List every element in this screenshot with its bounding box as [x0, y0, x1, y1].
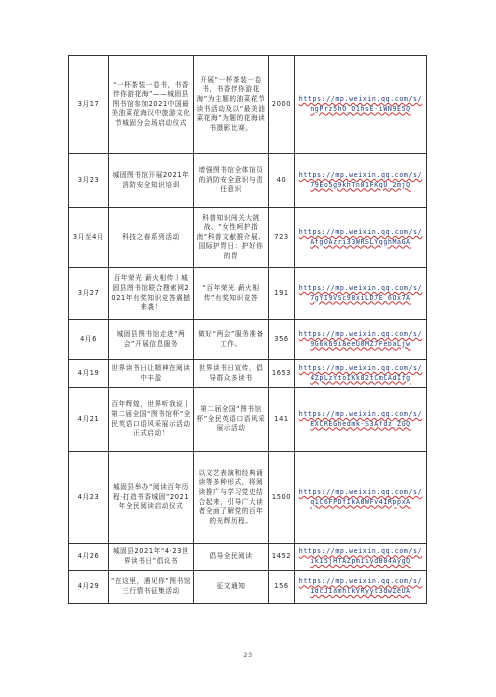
page-number: 23	[243, 651, 253, 659]
content-cell: 倡导全民阅读	[194, 544, 269, 571]
content-cell: 第二届全国“图书馆杯”全民英语口语风采展示活动	[194, 388, 269, 452]
date-cell: 4月6	[69, 320, 109, 360]
url-link[interactable]: https://mp.weixin.qq.com/s/79Eo5g9khTn01FKqU_2mjQ	[298, 170, 423, 189]
url-cell[interactable]	[295, 544, 427, 571]
table-row	[69, 154, 427, 208]
url-cell[interactable]	[295, 388, 427, 452]
date-cell: 3月27	[69, 268, 109, 320]
url-link[interactable]: https://mp.weixin.qq.com/s/9G6k69i8eeU8MZ7FebaLjw	[298, 329, 423, 348]
url-cell[interactable]	[295, 56, 427, 154]
url-link[interactable]: https://mp.weixin.qq.com/s/ik15jHTAZpmiiydB04AygQ	[298, 547, 423, 565]
table-row	[69, 452, 427, 544]
url-cell[interactable]	[295, 360, 427, 388]
url-link[interactable]: https://mp.weixin.qq.com/s/1dcJIamhlkVRyyt3dwZeUA	[298, 577, 423, 595]
url-link[interactable]: https://mp.weixin.qq.com/s/7gYI9VSc98xiLD7E_6Ox7A	[298, 283, 423, 302]
activity-cell: “在这里，遇见你”图书馆三行情书征集活动	[109, 571, 194, 604]
count-cell: 1500	[269, 452, 295, 544]
activity-cell: 世界读书日让精神在阅读中丰盈	[109, 360, 194, 388]
count-cell: 1653	[269, 360, 295, 388]
url-cell[interactable]	[295, 452, 427, 544]
table-row	[69, 56, 427, 154]
content-cell: 以文艺表演和经典诵读等多种形式，将阅读推广与学习党史结合起来，引导广大读者全面了解党的百年的光辉历程。	[194, 452, 269, 544]
activity-table	[68, 55, 427, 604]
table-row	[69, 268, 427, 320]
date-cell: 4月23	[69, 452, 109, 544]
url-cell[interactable]	[295, 208, 427, 268]
table-row	[69, 320, 427, 360]
content-cell: 做好“两会”服务准备工作。	[194, 320, 269, 360]
date-cell: 3月至4月	[69, 208, 109, 268]
count-cell: 156	[269, 571, 295, 604]
date-cell: 4月19	[69, 360, 109, 388]
count-cell: 1452	[269, 544, 295, 571]
activity-cell: 科技之春系列活动	[109, 208, 194, 268]
table-row	[69, 208, 427, 268]
count-cell: 723	[269, 208, 295, 268]
date-cell: 3月23	[69, 154, 109, 208]
date-cell: 4月21	[69, 388, 109, 452]
url-link[interactable]: https://mp.weixin.qq.com/s/AfgOAzri33WRSLYqghMaGA	[298, 227, 423, 246]
count-cell: 191	[269, 268, 295, 320]
url-cell[interactable]	[295, 571, 427, 604]
content-cell: “百年荣光 薪火相传”有奖知识竞答	[194, 268, 269, 320]
activity-cell: 百年荣光 薪火相传丨城固县图书馆联合搜索网2021年有奖知识竞答震撼来袭！	[109, 268, 194, 320]
content-cell: 科普知识闯关大挑战、“女性呵护指南”科普文献推介展、国际护胃日：护好你的胃	[194, 208, 269, 268]
url-link[interactable]: https://mp.weixin.qq.com/s/q1C6FPDfIkA8WFv4IRppxA	[298, 487, 423, 506]
activity-cell: “一杯茶装一卷书，书香伴你游花海”——城固县图书馆参加2021中国最美油菜花海汉中旅游文化节城固分会场启动仪式	[109, 56, 194, 154]
activity-cell: 城固县2021年“4·23世界读书日”倡议书	[109, 544, 194, 571]
activity-cell: 城固县图书馆走进“两会”开展信息服务	[109, 320, 194, 360]
url-cell[interactable]	[295, 268, 427, 320]
content-cell: 世界读书日宣传，倡导群众多读书	[194, 360, 269, 388]
activity-cell: 城固县举办“阅读百年历程·打造书香城固”2021年全民阅读启动仪式	[109, 452, 194, 544]
content-cell: 征文通知	[194, 571, 269, 604]
table-row	[69, 544, 427, 571]
activity-cell: 城固图书馆开展2021年消防安全知识培训	[109, 154, 194, 208]
table-row	[69, 360, 427, 388]
url-link[interactable]: https://mp.weixin.qq.com/s/ngPrz5hO_O1hsE-iWN9E5Q	[298, 94, 423, 113]
content-cell: 开展“一杯茶装一卷书，书香伴你游花海”为主题的油菜花节读书活动及以“最美油菜花海”为题的花海读书摄影比赛。	[194, 56, 269, 154]
table-row	[69, 571, 427, 604]
date-cell: 4月26	[69, 544, 109, 571]
content-cell: 增强图书馆全体馆员的消防安全意识与责任意识	[194, 154, 269, 208]
url-link[interactable]: https://mp.weixin.qq.com/s/EXCREGhedmk-S3Afdz_ZGQ	[298, 409, 423, 428]
count-cell: 40	[269, 154, 295, 208]
table-row	[69, 388, 427, 452]
count-cell: 2000	[269, 56, 295, 154]
url-cell[interactable]	[295, 154, 427, 208]
count-cell: 141	[269, 388, 295, 452]
url-cell[interactable]	[295, 320, 427, 360]
url-link[interactable]: https://mp.weixin.qq.com/s/4ZpLzYtoIKk82tCmCAdIfg	[298, 363, 423, 382]
date-cell: 4月29	[69, 571, 109, 604]
date-cell: 3月17	[69, 56, 109, 154]
activity-cell: 百年辉煌，世界听我说丨第二届全国“图书馆杯”全民英语口语风采展示活动正式启动！	[109, 388, 194, 452]
count-cell: 356	[269, 320, 295, 360]
